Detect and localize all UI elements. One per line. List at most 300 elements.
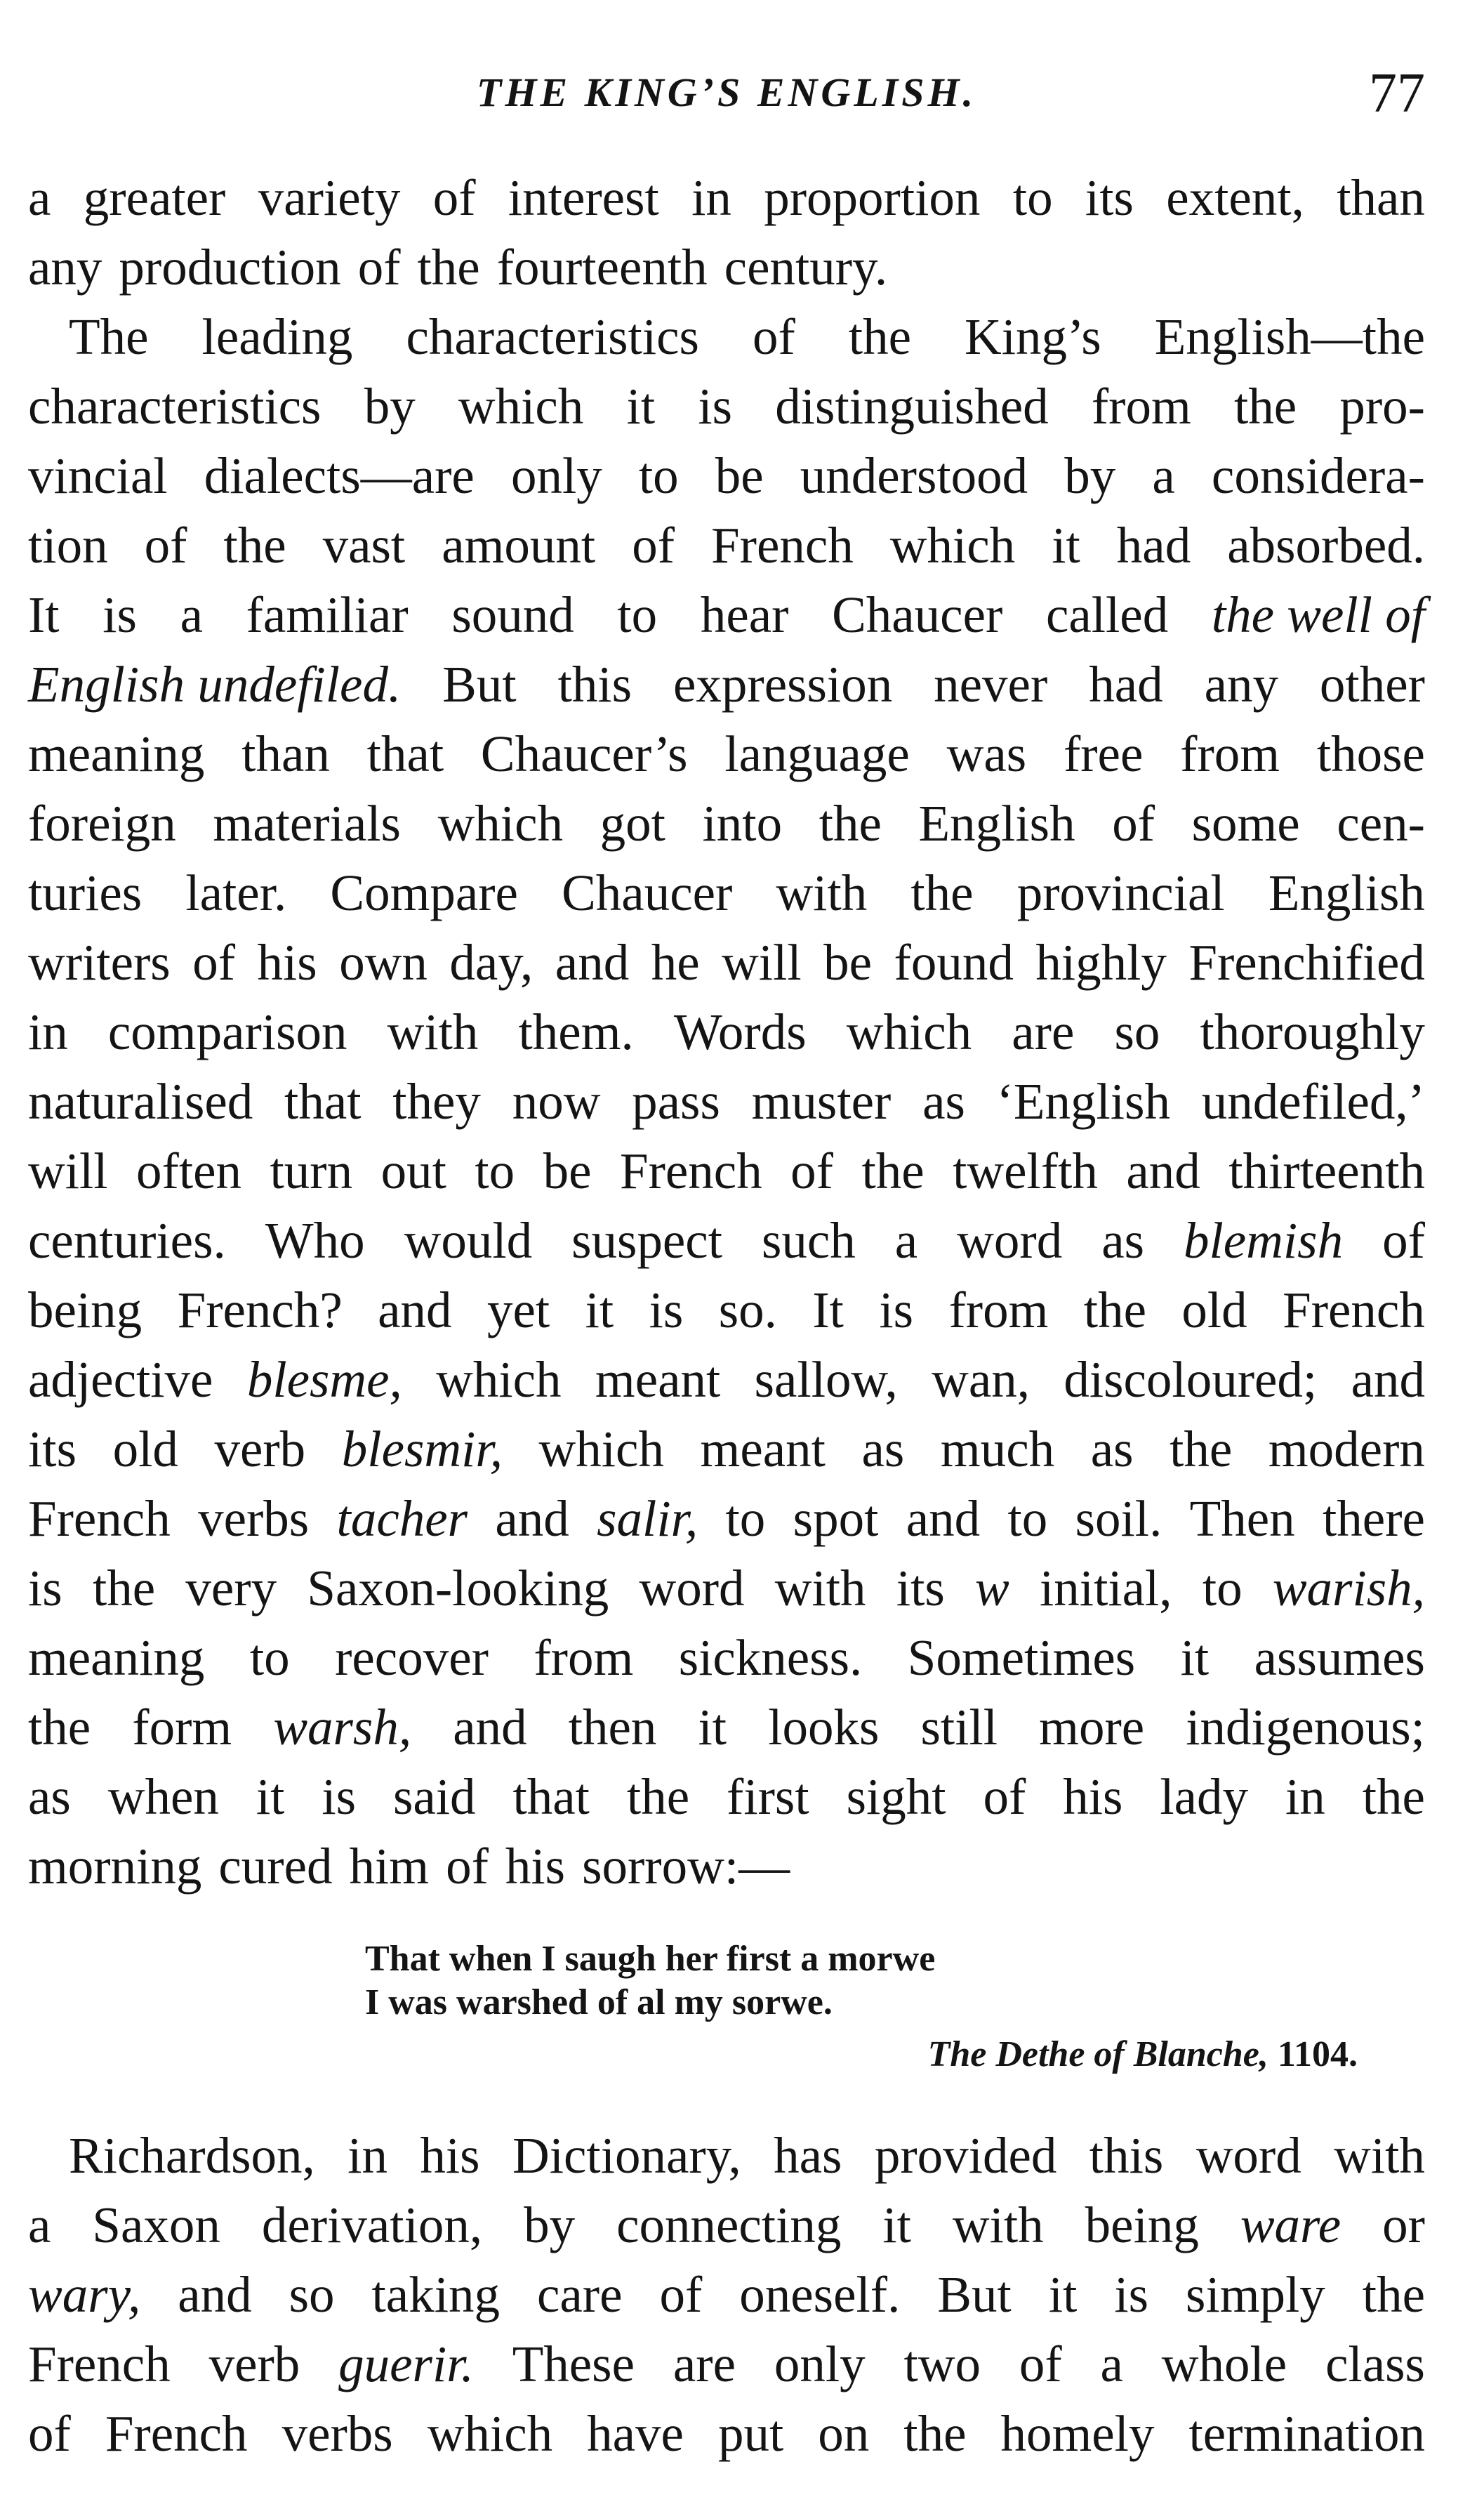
word: of [192,934,236,991]
quotation-source [928,2034,1358,2075]
word: vincial [28,447,168,504]
word: termination [1188,2405,1425,2462]
word: word [639,1560,745,1617]
word: have [587,2405,684,2462]
word: leading [201,308,353,365]
text-line [28,1692,1425,1762]
word: than [1337,169,1425,226]
word: of [659,2266,703,2323]
quotation-line: I was warshed of al my sorwe. [365,1982,833,2022]
word: But [937,2266,1012,2323]
book-page [28,0,1425,2502]
word: from [534,1629,634,1686]
text-line [28,1623,1425,1692]
word: would [404,1212,533,1269]
word: put [717,2405,784,2462]
word: pass [632,1073,720,1130]
word: meant [700,1421,826,1477]
word: French [105,2405,248,2462]
word: and [1126,1143,1200,1199]
word: and [555,934,630,991]
quotation-line: That when I saugh her first a morwe [365,1939,936,1979]
word: had [1089,656,1163,713]
word: in [1285,1768,1325,1825]
word: in [347,2127,387,2184]
word: other [1319,656,1425,713]
word: English [918,795,1075,852]
word: the [223,517,286,574]
word: its [1085,169,1134,226]
text-line [28,1136,1425,1206]
word: dialects—are [204,447,475,504]
word: from [1180,725,1280,782]
paragraph-1 [28,163,1425,302]
word: he [651,934,700,991]
word: them. [518,1003,634,1060]
text-line [28,1762,1425,1831]
word: warsh, [273,1699,412,1756]
word: this [1089,2127,1164,2184]
word: Dictionary, [512,2127,741,2184]
word: a [28,2197,51,2253]
word: its [896,1560,945,1617]
word: called [1045,586,1169,643]
word: lady [1160,1768,1249,1825]
word: of [1112,795,1155,852]
word: Chaucer [832,586,1003,643]
word: him [349,1838,430,1895]
word: whole [1161,2336,1287,2392]
word: that [284,1073,362,1130]
word: suspect [571,1212,722,1269]
word: English undefiled. [28,656,402,713]
word: a [28,169,51,226]
text-line [28,1345,1425,1414]
word: connecting [616,2197,842,2253]
word: Chaucer [562,864,733,921]
word: and [453,1699,527,1756]
word: that [366,725,444,782]
word: English [1268,864,1425,921]
word: word [1195,2127,1301,2184]
word: with [387,1003,479,1060]
word: as [1090,1421,1134,1477]
word: to [475,1143,515,1199]
word: to [1012,169,1053,226]
word: or [1382,2197,1425,2253]
word: century. [724,239,888,296]
word: being [1085,2197,1199,2253]
word: proportion [764,169,981,226]
word: Then [1189,1490,1295,1547]
word: out [380,1143,446,1199]
word: be [823,934,873,991]
word: the [1362,1768,1425,1825]
word: it [1052,517,1080,574]
word: of [790,1143,833,1199]
word: recover [335,1629,489,1686]
word: its [28,1421,77,1477]
word: his [505,1838,566,1895]
word: now [512,1073,601,1130]
paragraph-3 [28,2121,1425,2468]
text-line [28,1067,1425,1136]
word: any [28,239,102,296]
word: the [1362,2266,1425,2323]
word: than [241,725,330,782]
word: of [446,1838,489,1895]
word: from [1091,378,1191,435]
word: production [119,239,341,296]
word: French [1283,1282,1425,1338]
word: characteristics [28,378,322,435]
word: it [256,1768,285,1825]
word: highly [1035,934,1167,991]
word: to [1202,1560,1243,1617]
word: hear [700,586,789,643]
word: meant [595,1351,721,1408]
text-line [28,371,1425,441]
word: own [339,934,428,991]
word: wan, [932,1351,1030,1408]
word: his [420,2127,480,2184]
word: looks [768,1699,880,1756]
word: and [906,1490,981,1547]
word: materials [213,795,401,852]
word: centuries. [28,1212,226,1269]
word: guerir. [338,2336,474,2392]
word: first [727,1768,809,1825]
word: blesmir, [341,1421,503,1477]
word: familiar [246,586,409,643]
word: blemish [1183,1212,1344,1269]
word: interest [508,169,659,226]
word: so [1114,1003,1160,1060]
word: as [922,1073,965,1130]
word: to [617,586,658,643]
word: such [761,1212,856,1269]
word: his [257,934,317,991]
word: indigenous; [1186,1699,1425,1756]
word: Saxon [92,2197,220,2253]
word: understood [800,447,1028,504]
word: will [722,934,802,991]
word: of [28,2405,71,2462]
word: it [1180,1629,1210,1686]
word: Words [673,1003,807,1060]
word: the [92,1560,156,1617]
word: soil. [1075,1490,1162,1547]
word: considera- [1211,447,1425,504]
word: be [543,1143,592,1199]
word: salir, [597,1490,698,1547]
word: tion [28,517,108,574]
word: King’s [965,308,1101,365]
text-line [28,163,1425,232]
text-line [28,2399,1425,2468]
word: by [364,378,416,435]
word: old [1181,1282,1247,1338]
word: in [28,1003,68,1060]
word: the [819,795,882,852]
word: said [392,1768,476,1825]
word: provided [874,2127,1057,2184]
word: taking [371,2266,500,2323]
text-line [28,580,1425,650]
word: still [920,1699,998,1756]
word: it [585,1282,614,1338]
word: by [1064,447,1116,504]
word: with [1334,2127,1425,2184]
word: which [436,1351,562,1408]
word: has [774,2127,842,2184]
word: and [495,1490,569,1547]
word: that [512,1768,590,1825]
word: French [28,2336,171,2392]
word: spot [793,1490,879,1547]
word: which [427,2405,553,2462]
word: the [417,239,480,296]
text-line [28,1206,1425,1275]
word: any [1204,656,1278,713]
word: simply [1186,2266,1325,2323]
word: vast [322,517,406,574]
text-line [28,2121,1425,2190]
word: of [432,169,476,226]
word: this [557,656,632,713]
word: sallow, [754,1351,898,1408]
word: expression [673,656,893,713]
word: only [774,2336,866,2392]
word: being [28,1282,143,1338]
word: his [1063,1768,1123,1825]
word: the [1170,1421,1233,1477]
word: into [702,795,783,852]
word: yet [486,1282,550,1338]
word: a [894,1212,918,1269]
word: had [1116,517,1191,574]
word: modern [1268,1421,1425,1477]
text-line [28,1414,1425,1484]
word: and [378,1282,452,1338]
word: oneself. [739,2266,901,2323]
word: care [536,2266,623,2323]
word: of [357,239,401,296]
page-number: 77 [1369,62,1425,124]
word: But [442,656,517,713]
word: distinguished [775,378,1049,435]
word: meaning [28,1629,205,1686]
word: amount [442,517,596,574]
word: warish, [1272,1560,1425,1617]
word: is [102,586,137,643]
word: more [1039,1699,1145,1756]
word: the [1233,378,1297,435]
word: the [910,864,974,921]
text-line [28,719,1425,789]
word: French? [177,1282,343,1338]
word: to [1007,1490,1048,1547]
word: of [632,517,675,574]
word: which [458,378,584,435]
word: writers [28,934,171,991]
word: cen- [1337,795,1425,852]
word: those [1316,725,1425,782]
word: sickness. [678,1629,863,1686]
text-line [28,928,1425,997]
word: ‘English [996,1073,1170,1130]
text-line [28,1484,1425,1553]
word: a [1152,447,1175,504]
word: the [903,2405,967,2462]
word: is [322,1768,357,1825]
word: greater [83,169,226,226]
text-line [28,2260,1425,2329]
word: a [1100,2336,1123,2392]
word: old [112,1421,178,1477]
word: verbs [198,1490,310,1547]
word: of [1382,1212,1425,1269]
word: they [392,1073,481,1130]
word: there [1323,1490,1425,1547]
word: verb [208,2336,300,2392]
word: to [725,1490,766,1547]
quotation-source-line: 1104. [1277,2034,1358,2074]
word: sorrow:— [582,1838,790,1895]
word: it [882,2197,911,2253]
word: the well of [1211,586,1425,643]
word: provincial [1016,864,1225,921]
word: when [107,1768,219,1825]
text-line [28,2190,1425,2260]
word: Compare [330,864,518,921]
word: sound [451,586,574,643]
word: twelfth [953,1143,1098,1199]
word: class [1325,2336,1425,2392]
word: turn [270,1143,353,1199]
word: characteristics [406,308,699,365]
word: which [846,1003,972,1060]
word: English—the [1154,308,1425,365]
word: language [724,725,910,782]
word: often [136,1143,242,1199]
word: French [711,517,854,574]
word: much [940,1421,1055,1477]
word: it [626,378,656,435]
word: Richardson, [69,2127,315,2184]
word: Who [265,1212,365,1269]
word: the [861,1143,925,1199]
quotation-source-title: The Dethe of Blanche, [927,2034,1268,2074]
word: it [698,1699,727,1756]
word: form [132,1699,232,1756]
word: later. [185,864,287,921]
text-line [28,1831,1425,1901]
word: absorbed. [1227,517,1425,574]
word: with [776,864,868,921]
text-line [28,789,1425,858]
running-head [28,62,1425,139]
word: sight [846,1768,946,1825]
word: muster [751,1073,892,1130]
word: as [1101,1212,1144,1269]
word: is [698,378,733,435]
word: w [975,1560,1009,1617]
word: the [1083,1282,1146,1338]
word: free [1063,725,1144,782]
word: Frenchified [1188,934,1425,991]
word: word [957,1212,1063,1269]
word: French [619,1143,762,1199]
word: fourteenth [496,239,708,296]
word: in [691,169,731,226]
word: French [28,1490,171,1547]
word: extent, [1166,169,1304,226]
word: tacher [336,1490,468,1547]
text-line [28,2329,1425,2399]
word: cured [218,1838,333,1895]
paragraph-2 [28,302,1425,1901]
word: is [649,1282,684,1338]
word: wary, [28,2266,141,2323]
word: of [1019,2336,1062,2392]
word: initial, [1040,1560,1172,1617]
word: are [1012,1003,1075,1060]
word: day, [449,934,534,991]
word: the [626,1768,690,1825]
word: on [818,2405,870,2462]
word: and [178,2266,252,2323]
word: morning [28,1838,202,1895]
word: so. [718,1282,777,1338]
word: undefiled,’ [1201,1073,1425,1130]
word: pro- [1339,378,1425,435]
word: of [752,308,795,365]
text-line [28,650,1425,719]
word: ware [1240,2197,1341,2253]
text-line [28,997,1425,1067]
word: Saxon-looking [307,1560,609,1617]
running-title: THE KING’S ENGLISH. [476,70,977,115]
word: meaning [28,725,205,782]
word: to [249,1629,290,1686]
word: by [524,2197,576,2253]
word: the [848,308,911,365]
word: Chaucer’s [480,725,688,782]
word: verbs [281,2405,393,2462]
word: Sometimes [907,1629,1136,1686]
word: The [69,308,149,365]
word: which [889,517,1016,574]
word: only [510,447,602,504]
word: variety [258,169,401,226]
word: These [512,2336,635,2392]
word: turies [28,864,143,921]
word: as [861,1421,905,1477]
word: to [638,447,679,504]
word: is [879,1282,914,1338]
text-line [28,511,1425,580]
word: assumes [1254,1629,1425,1686]
word: was [946,725,1027,782]
word: some [1191,795,1300,852]
word: then [568,1699,657,1756]
word: discoloured; [1064,1351,1318,1408]
word: thirteenth [1228,1143,1425,1199]
word: of [983,1768,1026,1825]
word: is [1114,2266,1149,2323]
word: it [1048,2266,1078,2323]
